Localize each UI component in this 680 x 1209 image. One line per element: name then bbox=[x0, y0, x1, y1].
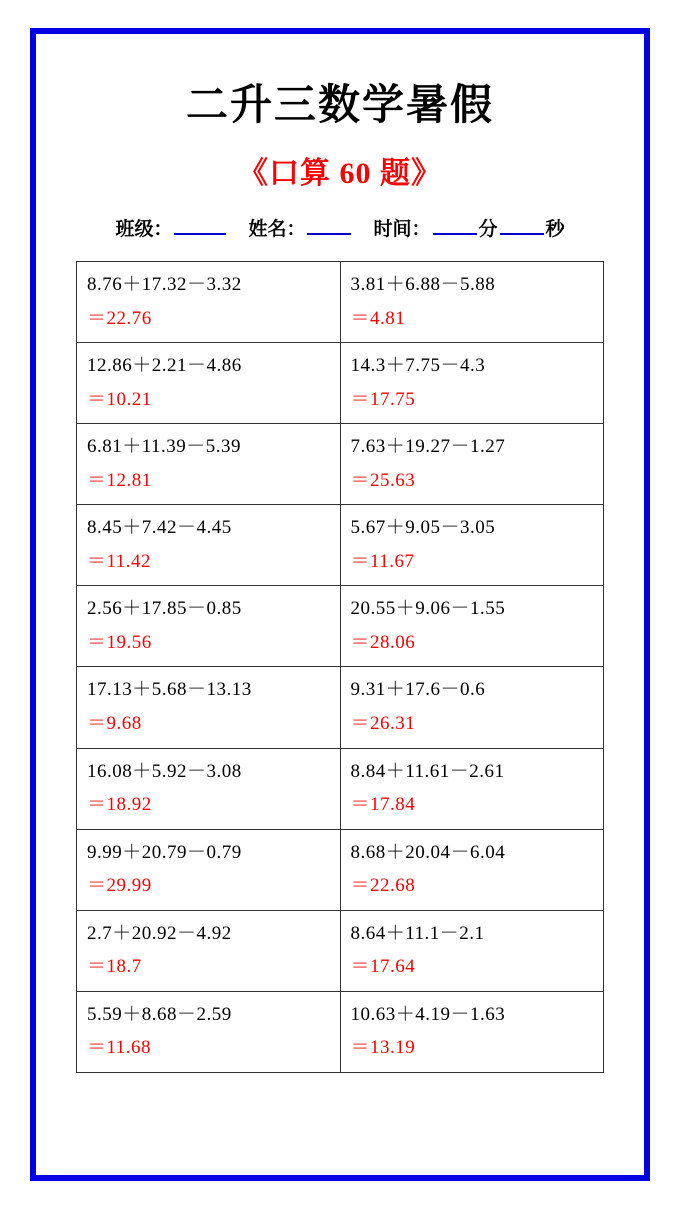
problem-cell bbox=[340, 991, 604, 1072]
problem-cell bbox=[77, 667, 341, 748]
problem-expression: 8.64＋11.1－2.1 bbox=[350, 922, 485, 944]
problem-answer: ＝18.92 bbox=[87, 794, 152, 816]
problem-expression: 8.76＋17.32－3.32 bbox=[87, 274, 242, 295]
problem-cell bbox=[340, 586, 604, 667]
problem-cell bbox=[340, 424, 604, 505]
problem-cell bbox=[340, 262, 604, 343]
problems-table bbox=[76, 261, 604, 1073]
page-subtitle: 《口算 60 题》 bbox=[238, 157, 442, 190]
problem-answer: ＝22.68 bbox=[350, 875, 416, 897]
table-row bbox=[77, 343, 604, 424]
problem-answer: ＝10.21 bbox=[87, 388, 152, 410]
problem-expression: 6.81＋11.39－5.39 bbox=[87, 436, 242, 458]
problems-tbody bbox=[77, 262, 604, 1073]
time-field bbox=[373, 214, 564, 241]
table-row bbox=[77, 505, 604, 586]
problem-expression: 8.45＋7.42－4.45 bbox=[87, 517, 232, 539]
problem-answer: ＝26.31 bbox=[350, 713, 416, 735]
worksheet-content bbox=[46, 44, 634, 1165]
problem-cell bbox=[77, 748, 341, 829]
problem-expression: 8.68＋20.04－6.04 bbox=[350, 841, 506, 863]
table-row bbox=[77, 910, 604, 991]
table-row bbox=[77, 991, 604, 1072]
problem-expression: 2.56＋17.85－0.85 bbox=[87, 598, 242, 620]
table-row bbox=[77, 262, 604, 343]
problem-answer: ＝29.99 bbox=[87, 875, 152, 897]
seconds-blank[interactable] bbox=[500, 215, 544, 235]
name-label: 姓名： bbox=[248, 219, 306, 240]
problem-cell bbox=[77, 829, 341, 910]
problem-cell bbox=[77, 424, 341, 505]
problem-answer: ＝19.56 bbox=[87, 631, 152, 653]
name-blank[interactable] bbox=[307, 215, 351, 235]
problem-cell bbox=[340, 505, 604, 586]
problem-cell bbox=[77, 991, 341, 1072]
minute-unit: 分 bbox=[478, 219, 498, 240]
problem-expression: 14.3＋7.75－4.3 bbox=[350, 355, 486, 377]
minutes-blank[interactable] bbox=[433, 215, 477, 235]
table-row bbox=[77, 829, 604, 910]
problem-answer: ＝12.81 bbox=[87, 469, 152, 491]
table-row bbox=[77, 424, 604, 505]
second-unit: 秒 bbox=[545, 219, 565, 240]
time-label: 时间： bbox=[373, 219, 431, 240]
problem-answer: ＝28.06 bbox=[350, 631, 416, 653]
table-row bbox=[77, 748, 604, 829]
table-row bbox=[77, 667, 604, 748]
problem-expression: 9.31＋17.6－0.6 bbox=[350, 679, 486, 701]
problem-answer: ＝9.68 bbox=[87, 713, 142, 735]
problem-cell bbox=[340, 667, 604, 748]
problem-answer: ＝11.42 bbox=[87, 550, 152, 572]
problem-answer: ＝4.81 bbox=[350, 307, 406, 329]
problem-expression: 10.63＋4.19－1.63 bbox=[350, 1003, 506, 1025]
class-blank[interactable] bbox=[174, 215, 226, 235]
problem-expression: 3.81＋6.88－5.88 bbox=[350, 274, 496, 295]
problem-cell bbox=[340, 748, 604, 829]
problem-expression: 2.7＋20.92－4.92 bbox=[87, 922, 232, 944]
problem-answer: ＝17.84 bbox=[350, 794, 416, 816]
problem-answer: ＝22.76 bbox=[87, 307, 152, 329]
problem-cell bbox=[77, 343, 341, 424]
problem-answer: ＝11.68 bbox=[87, 1037, 152, 1059]
page-title: 二升三数学暑假 bbox=[185, 83, 494, 129]
problem-expression: 8.84＋11.61－2.61 bbox=[350, 760, 505, 782]
problem-answer: ＝25.63 bbox=[350, 469, 416, 491]
problem-cell bbox=[77, 505, 341, 586]
table-row bbox=[77, 586, 604, 667]
problem-cell bbox=[77, 586, 341, 667]
class-label: 班级： bbox=[115, 219, 173, 240]
problem-answer: ＝18.7 bbox=[87, 956, 142, 978]
problem-expression: 16.08＋5.92－3.08 bbox=[87, 760, 242, 782]
problem-expression: 17.13＋5.68－13.13 bbox=[87, 679, 252, 701]
problem-cell bbox=[77, 910, 341, 991]
student-info-row bbox=[46, 214, 634, 241]
name-field bbox=[248, 214, 353, 241]
problem-cell bbox=[340, 343, 604, 424]
problem-expression: 5.59＋8.68－2.59 bbox=[87, 1003, 232, 1025]
class-field bbox=[115, 214, 228, 241]
problem-answer: ＝13.19 bbox=[350, 1037, 416, 1059]
problem-answer: ＝11.67 bbox=[350, 550, 415, 572]
problem-expression: 9.99＋20.79－0.79 bbox=[87, 841, 242, 863]
problem-expression: 12.86＋2.21－4.86 bbox=[87, 355, 242, 377]
problem-cell bbox=[340, 910, 604, 991]
problem-cell bbox=[340, 829, 604, 910]
problem-cell bbox=[77, 262, 341, 343]
problem-expression: 20.55＋9.06－1.55 bbox=[350, 598, 506, 620]
problem-expression: 7.63＋19.27－1.27 bbox=[350, 436, 506, 458]
problem-answer: ＝17.75 bbox=[350, 388, 416, 410]
problem-expression: 5.67＋9.05－3.05 bbox=[350, 517, 496, 539]
problem-answer: ＝17.64 bbox=[350, 956, 416, 978]
